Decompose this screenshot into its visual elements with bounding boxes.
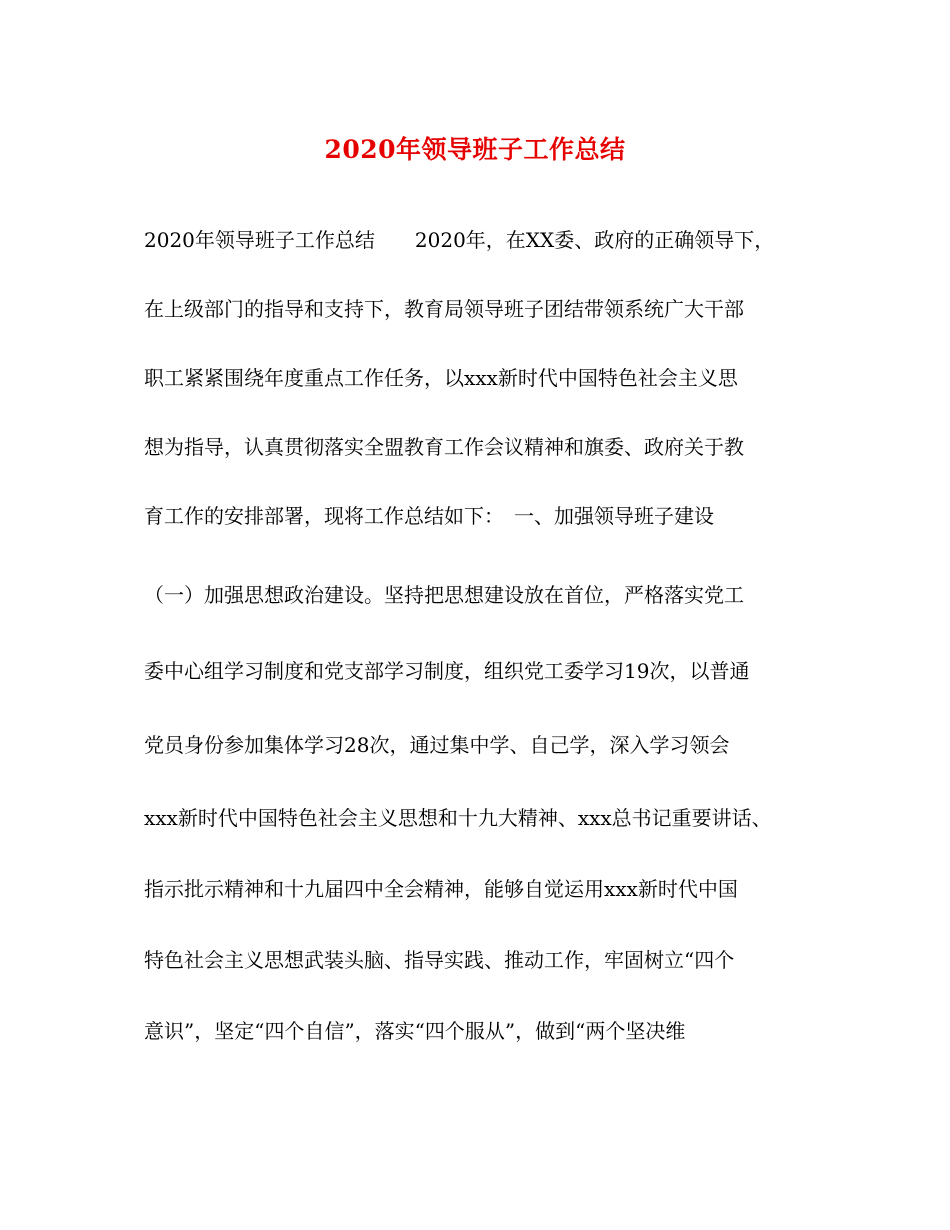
body-line-1: 2020年领导班子工作总结 2020年，在XX委、政府的正确领导下， — [144, 228, 775, 252]
document-title: 2020年领导班子工作总结 — [324, 135, 626, 164]
body-line-8: 党员身份参加集体学习28次，通过集中学、自己学，深入学习领会 — [144, 733, 730, 757]
body-line-11: 特色社会主义思想武装头脑、指导实践、推动工作，牢固树立“四个 — [144, 948, 735, 972]
body-line-12: 意识”，坚定“四个自信”，落实“四个服从”，做到“两个坚决维 — [144, 1019, 686, 1043]
body-line-6: （一）加强思想政治建设。坚持把思想建设放在首位，严格落实党工 — [144, 583, 744, 607]
body-line-2: 在上级部门的指导和支持下，教育局领导班子团结带领系统广大干部 — [144, 297, 744, 321]
body-line-10: 指示批示精神和十九届四中全会精神，能够自觉运用xxx新时代中国 — [144, 877, 738, 901]
body-line-7: 委中心组学习制度和党支部学习制度，组织党工委学习19次，以普通 — [144, 659, 750, 683]
body-line-4: 想为指导，认真贯彻落实全盟教育工作会议精神和旗委、政府关于教 — [144, 435, 744, 459]
body-line-5: 育工作的安排部署，现将工作总结如下： 一、加强领导班子建设 — [144, 504, 714, 528]
body-line-3: 职工紧紧围绕年度重点工作任务，以xxx新时代中国特色社会主义思 — [144, 366, 738, 390]
body-line-9: xxx新时代中国特色社会主义思想和十九大精神、xxx总书记重要讲话、 — [144, 806, 772, 830]
